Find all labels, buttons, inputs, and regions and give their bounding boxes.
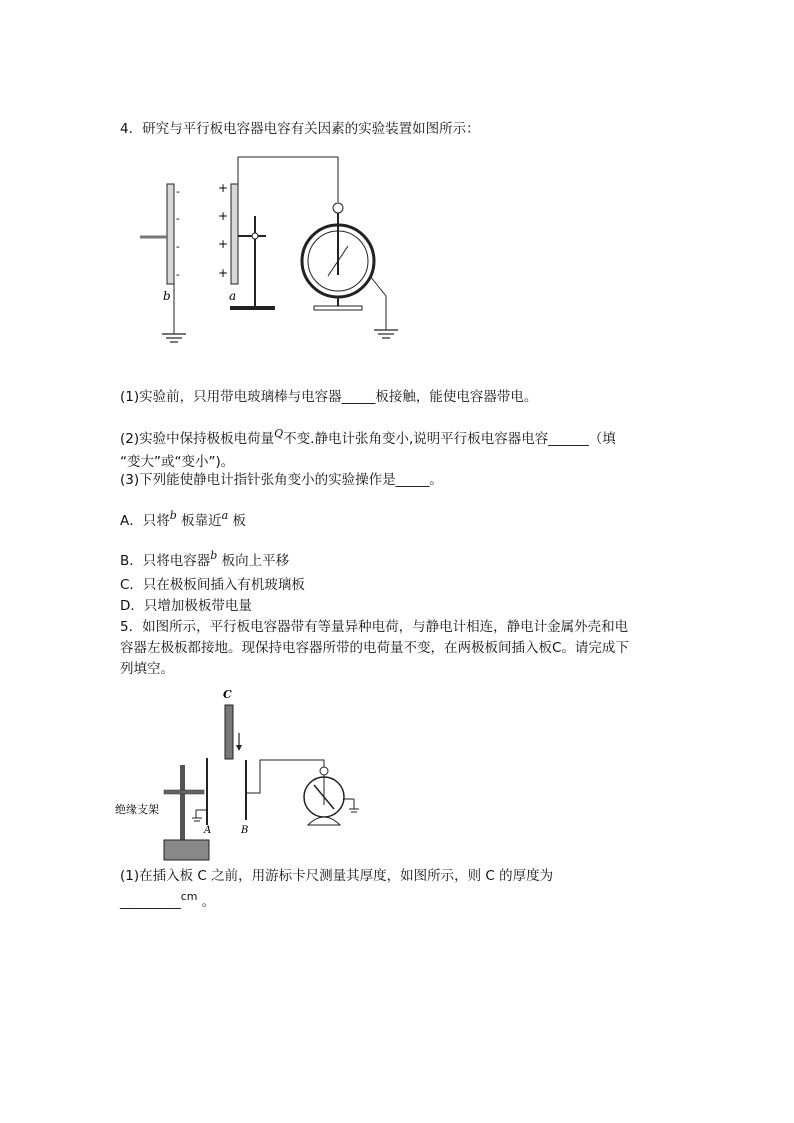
q4-option-c: C．只在极板间插入有机玻璃板 [120,577,305,593]
q4-option-a: A．只将$^b$ 板靠近$^a$ 板 [120,509,246,529]
q4-option-d: D．只增加极板带电量 [120,598,252,614]
svg-text:-: - [176,212,180,225]
svg-text:+: + [218,237,229,251]
plate-c [225,705,233,759]
q5-sub1-line1: (1)在插入板 C 之前，用游标卡尺测量其厚度，如图所示，则 C 的厚度为 [120,868,554,884]
svg-text:+: + [218,209,229,223]
q5-sub1-line2: _________$^{cm}$ 。 [120,890,216,910]
plate-a-label: A [204,825,212,836]
q5-figure [110,685,370,857]
plate-a [231,184,238,284]
plate-b-label: B [241,825,249,836]
electroscope-ball [333,203,343,213]
svg-text:+: + [218,181,229,195]
q4-figure [140,150,420,350]
svg-text:-: - [176,268,180,281]
q4-title: 4．研究与平行板电容器电容有关因素的实验装置如图所示： [120,121,480,137]
svg-text:-: - [176,240,180,253]
q4-part2-line2: “变大”或“变小”)。 [120,454,235,470]
q4-part3: (3)下列能使静电计指针张角变小的实验操作是_____。 [120,472,443,488]
plate-b-label: b [163,289,171,303]
plate-c-label: C [223,688,232,701]
plate-b [167,184,174,284]
answer-blank: _________ [120,894,181,910]
q4-part2: (2)实验中保持极板电荷量$^Q$不变.静电计张角变小,说明平行板电容器电容______（填 [120,427,616,447]
svg-text:-: - [176,185,180,198]
plate-a-label: a [229,289,237,303]
svg-text:+: + [218,266,229,280]
q4-part1: (1)实验前，只用带电玻璃棒与电容器_____板接触，能使电容器带电。 [120,389,538,405]
stand-label: 绝缘支架 [115,803,159,816]
q5-line2: 容器左极板都接地。现保持电容器所带的电荷量不变，在两极板间插入板C。请完成下 [120,640,629,656]
q5-line1: 5．如图所示，平行板电容器带有等量异种电荷，与静电计相连，静电计金属外壳和电 [120,619,629,635]
q5-line3: 列填空。 [120,661,174,677]
q4-option-b: B．只将电容器$^b$ 板向上平移 [120,549,290,569]
